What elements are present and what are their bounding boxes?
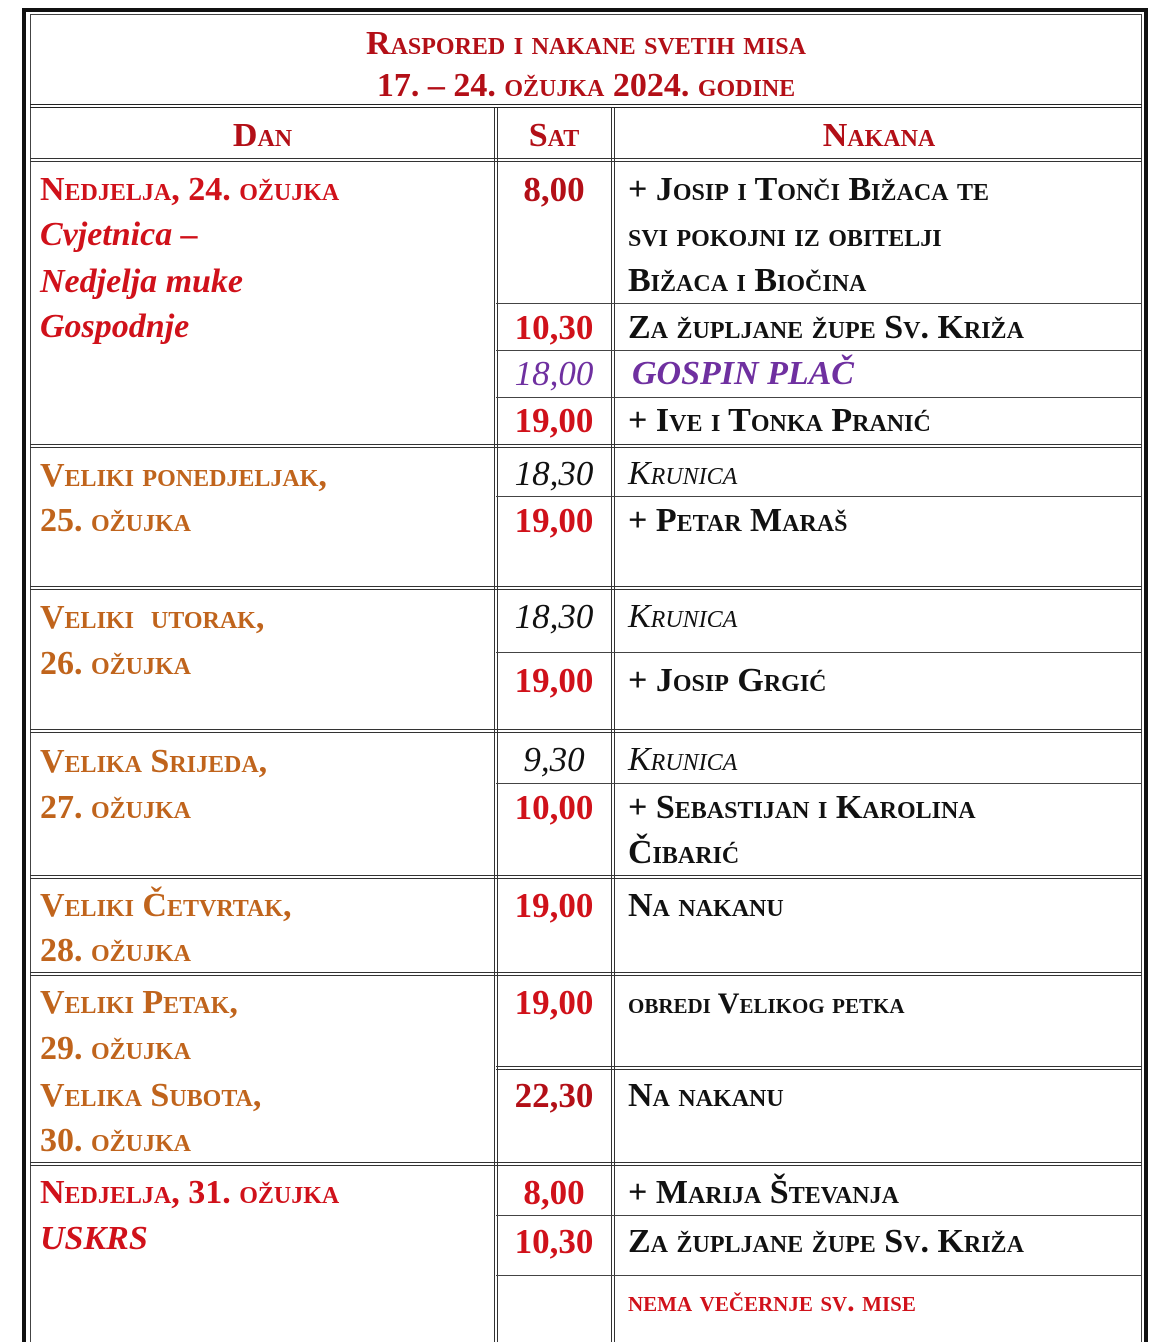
column-header-intention: Nakana bbox=[822, 117, 936, 154]
title-line: Raspored i nakane svetih misa bbox=[366, 25, 806, 62]
mass-time: 8,00 bbox=[523, 1173, 585, 1212]
row-divider bbox=[30, 875, 1142, 879]
feast-label: Nedjelja muke bbox=[40, 263, 244, 300]
sub-row-divider bbox=[496, 1215, 1142, 1216]
day-label: Veliki ponedjeljak, bbox=[40, 457, 327, 494]
day-label: Nedjelja, 24. ožujka bbox=[40, 171, 340, 208]
mass-time: 10,00 bbox=[514, 788, 594, 827]
sub-row-divider bbox=[496, 783, 1142, 784]
mass-intention: + Josip Grgić bbox=[628, 662, 827, 699]
sub-row-divider bbox=[496, 397, 1142, 398]
mass-intention: Krunica bbox=[628, 598, 738, 635]
sub-row-divider bbox=[496, 350, 1142, 351]
day-date: 26. ožujka bbox=[40, 645, 192, 682]
day-label: Veliki Petak, bbox=[40, 984, 238, 1021]
day-label: Veliki Četvrtak, bbox=[40, 887, 292, 924]
no-evening-mass-note: nema večernje sv. mise bbox=[628, 1285, 916, 1318]
mass-time: 9,30 bbox=[523, 740, 585, 779]
row-divider bbox=[30, 158, 1142, 162]
day-label: Nedjelja, 31. ožujka bbox=[40, 1174, 340, 1211]
mass-time: 22,30 bbox=[514, 1076, 594, 1115]
date-range: 17. – 24. ožujka 2024. godine bbox=[376, 67, 796, 104]
row-divider bbox=[30, 729, 1142, 733]
mass-intention: svi pokojni iz obitelji bbox=[628, 217, 942, 254]
mass-time: 19,00 bbox=[514, 661, 594, 700]
column-divider bbox=[611, 108, 615, 1342]
sub-row-divider bbox=[496, 303, 1142, 304]
mass-intention: + Marija Števanja bbox=[628, 1174, 899, 1211]
mass-time: 8,00 bbox=[523, 170, 585, 209]
sub-row-divider bbox=[496, 652, 1142, 653]
row-divider bbox=[30, 1162, 1142, 1166]
mass-time: 18,30 bbox=[514, 597, 594, 636]
mass-time: 10,30 bbox=[514, 1222, 594, 1261]
mass-time: 19,00 bbox=[514, 401, 594, 440]
mass-intention: + Sebastijan i Karolina bbox=[628, 789, 976, 826]
row-divider bbox=[496, 1066, 1142, 1070]
mass-intention: + Petar Maraš bbox=[628, 502, 848, 539]
row-divider bbox=[30, 586, 1142, 590]
row-divider bbox=[30, 972, 1142, 976]
column-divider bbox=[494, 108, 498, 1342]
sub-row-divider bbox=[496, 1275, 1142, 1276]
mass-intention: Na nakanu bbox=[628, 1077, 784, 1114]
day-date: 30. ožujka bbox=[40, 1122, 192, 1159]
feast-label: Gospodnje bbox=[40, 308, 190, 345]
mass-intention: GOSPIN PLAČ bbox=[632, 355, 854, 392]
feast-label: USKRS bbox=[40, 1220, 148, 1257]
mass-intention: Krunica bbox=[628, 455, 738, 492]
day-date: 25. ožujka bbox=[40, 502, 192, 539]
mass-time: 19,00 bbox=[514, 501, 594, 540]
day-date: 27. ožujka bbox=[40, 789, 192, 826]
mass-time: 19,00 bbox=[514, 983, 594, 1022]
column-header-day: Dan bbox=[232, 117, 293, 154]
day-date: 28. ožujka bbox=[40, 932, 192, 969]
sub-row-divider bbox=[496, 496, 1142, 497]
mass-intention: Čibarić bbox=[628, 834, 740, 871]
mass-time: 19,00 bbox=[514, 886, 594, 925]
mass-intention: Za župljane župe Sv. Križa bbox=[628, 309, 1024, 346]
column-header-time: Sat bbox=[528, 117, 580, 154]
feast-label: Cvjetnica – bbox=[40, 216, 198, 253]
mass-time: 10,30 bbox=[514, 308, 594, 347]
mass-intention: Za župljane župe Sv. Križa bbox=[628, 1223, 1024, 1260]
day-label: Veliki utorak, bbox=[40, 599, 265, 636]
schedule-title bbox=[30, 14, 1142, 108]
day-label: Velika Subota, bbox=[40, 1077, 262, 1114]
mass-intention: + Josip i Tonči Bižaca te bbox=[628, 171, 990, 208]
mass-intention: Na nakanu bbox=[628, 887, 784, 924]
mass-intention: + Ive i Tonka Pranić bbox=[628, 402, 931, 439]
day-date: 29. ožujka bbox=[40, 1030, 192, 1067]
day-label: Velika Srijeda, bbox=[40, 743, 268, 780]
mass-time: 18,00 bbox=[514, 354, 594, 393]
mass-time: 18,30 bbox=[514, 454, 594, 493]
row-divider bbox=[30, 444, 1142, 448]
mass-intention: Bižaca i Biočina bbox=[628, 262, 867, 299]
mass-intention: Krunica bbox=[628, 741, 738, 778]
mass-intention: obredi Velikog petka bbox=[628, 987, 905, 1020]
